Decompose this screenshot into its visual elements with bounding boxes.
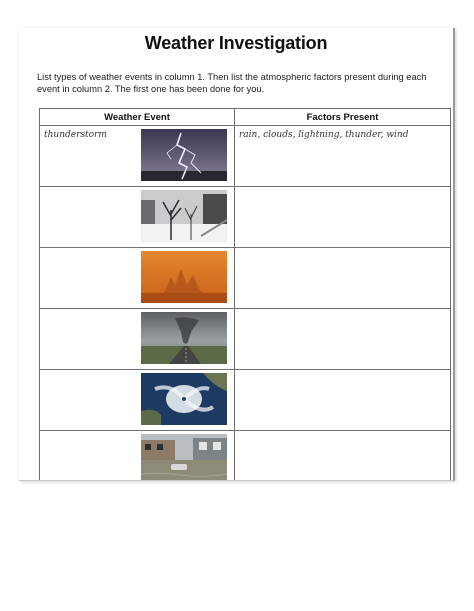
lightning-storm-photo	[141, 129, 227, 181]
factors-text: rain, clouds, lightning, thunder, wind	[239, 130, 409, 140]
event-text: thunderstorm	[44, 130, 107, 140]
event-cell[interactable]	[40, 431, 235, 481]
header-factors-present: Factors Present	[306, 111, 379, 123]
factors-cell[interactable]	[235, 309, 450, 369]
table-row	[40, 248, 450, 309]
event-cell[interactable]	[40, 187, 235, 247]
factors-cell[interactable]	[235, 248, 450, 308]
table-row	[40, 126, 450, 187]
tornado-photo	[141, 312, 227, 364]
event-cell[interactable]	[40, 370, 235, 430]
table-row	[40, 431, 450, 481]
instructions: List types of weather events in column 1. Then list the atmospheric factors present during each event in column 2. The first one has been done for you.	[37, 72, 427, 94]
event-cell[interactable]	[40, 126, 235, 186]
table-row	[40, 309, 450, 370]
dust-storm-photo	[141, 251, 227, 303]
header-weather-event: Weather Event	[40, 109, 235, 125]
table-row	[40, 370, 450, 431]
flood-photo	[141, 434, 227, 481]
hurricane-satellite-photo	[141, 373, 227, 425]
page-title: Weather Investigation	[144, 33, 328, 53]
event-cell[interactable]	[40, 248, 235, 308]
factors-cell[interactable]	[235, 431, 450, 481]
worksheet	[19, 28, 455, 481]
table-row	[40, 187, 450, 248]
factors-cell[interactable]	[235, 370, 450, 430]
factors-cell[interactable]	[235, 126, 450, 186]
snowy-street-photo	[141, 190, 227, 242]
factors-cell[interactable]	[235, 187, 450, 247]
weather-table	[39, 108, 451, 481]
table-header	[40, 109, 450, 126]
event-cell[interactable]	[40, 309, 235, 369]
